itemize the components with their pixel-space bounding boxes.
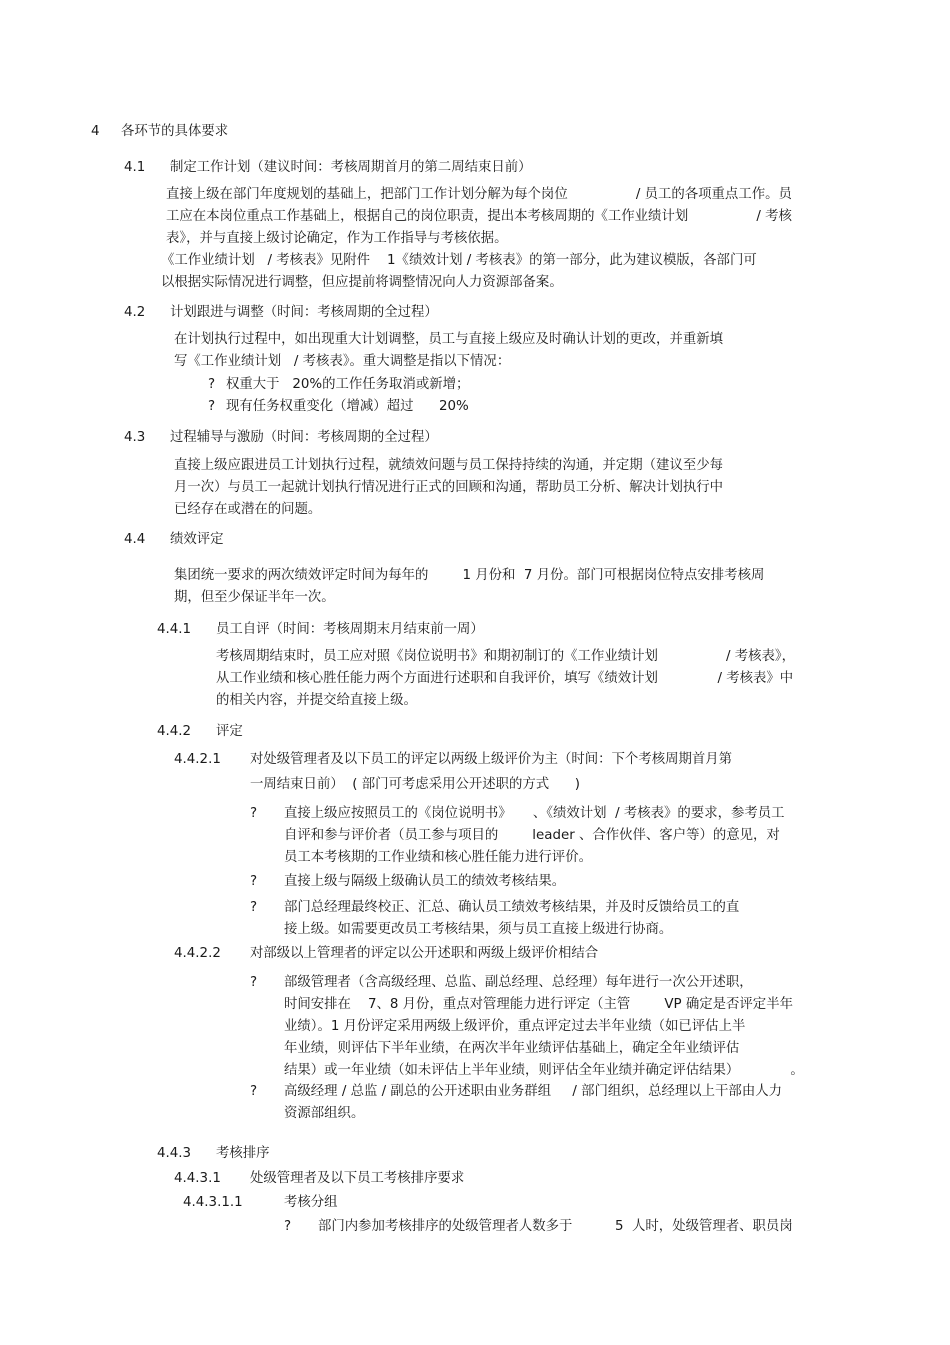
paragraph-line: 已经存在或潜在的问题。 — [174, 502, 322, 517]
section-4-4-3-1-1-number: 4.4.3.1.1 — [183, 1195, 243, 1210]
section-4-4-1-title: 员工自评（时间：考核周期末月结束前一周） — [216, 622, 484, 637]
paragraph-line: 考核周期结束时，员工应对照《岗位说明书》和期初制订的《工作业绩计划 / 考核表》， — [216, 649, 796, 664]
paragraph-line: 写《工作业绩计划 / 考核表》。重大调整是指以下情况： — [174, 354, 511, 369]
bullet-glyph: ? — [250, 1084, 258, 1099]
section-4-4-2-2-number: 4.4.2.2 — [174, 946, 221, 961]
paragraph-line: 直接上级在部门年度规划的基础上，把部门工作计划分解为每个岗位 / 员工的各项重点工作。员 — [166, 187, 792, 202]
section-4-2-number: 4.2 — [124, 305, 146, 320]
paragraph-line: 在计划执行过程中，如出现重大计划调整，员工与直接上级应及时确认计划的更改，并重新填 — [174, 332, 724, 347]
bullet-glyph: ? — [250, 900, 258, 915]
bullet-text: 部门内参加考核排序的处级管理者人数多于 5 人时，处级管理者、职员岗 — [318, 1219, 793, 1234]
bullet-text: 权重大于 20%的工作任务取消或新增； — [226, 377, 470, 392]
bullet-text: 接上级。如需要更改员工考核结果，须与员工直接上级进行协商。 — [284, 922, 673, 937]
paragraph-line: 对部级以上管理者的评定以公开述职和两级上级评价相结合 — [250, 946, 599, 961]
section-4-1-title: 制定工作计划（建议时间：考核周期首月的第二周结束日前） — [170, 160, 532, 175]
section-4-4-3-1-title: 处级管理者及以下员工考核排序要求 — [250, 1171, 465, 1186]
section-4-3-number: 4.3 — [124, 430, 146, 445]
section-4-4-3-1-number: 4.4.3.1 — [174, 1171, 221, 1186]
section-4-4-2-title: 评定 — [216, 724, 243, 739]
section-4-3-title: 过程辅导与激励（时间：考核周期的全过程） — [170, 430, 438, 445]
paragraph-line: 对处级管理者及以下员工的评定以两级上级评价为主（时间：下个考核周期首月第 — [250, 752, 733, 767]
paragraph-line: 集团统一要求的两次绩效评定时间为每年的 1 月份和 7 月份。部门可根据岗位特点安排考核周 — [174, 568, 765, 583]
paragraph-line: 一周结束日前） ( 部门可考虑采用公开述职的方式 ) — [250, 777, 580, 792]
paragraph-line: 工应在本岗位重点工作基础上，根据自己的岗位职责，提出本考核周期的《工作业绩计划 / 考核 — [166, 209, 792, 224]
bullet-text: 员工本考核期的工作业绩和核心胜任能力进行评价。 — [284, 850, 592, 865]
bullet-glyph: ? — [284, 1219, 292, 1234]
bullet-text: 业绩）。1 月份评定采用两级上级评价，重点评定过去半年业绩（如已评估上半 — [284, 1019, 746, 1034]
bullet-glyph: ? — [250, 975, 258, 990]
bullet-text: 直接上级与隔级上级确认员工的绩效考核结果。 — [284, 874, 566, 889]
paragraph-line: 直接上级应跟进员工计划执行过程，就绩效问题与员工保持持续的沟通，并定期（建议至少每 — [174, 458, 724, 473]
bullet-text: 时间安排在 7、8 月份，重点对管理能力进行评定（主管 VP 确定是否评定半年 — [284, 997, 793, 1012]
section-4-4-title: 绩效评定 — [170, 532, 224, 547]
section-4-4-3-1-1-title: 考核分组 — [284, 1195, 338, 1210]
bullet-glyph: ? — [250, 806, 258, 821]
section-4-4-2-1-number: 4.4.2.1 — [174, 752, 221, 767]
section-4-4-1-number: 4.4.1 — [157, 622, 192, 637]
bullet-text: 现有任务权重变化（增减）超过 20% — [226, 399, 469, 414]
section-4-2-title: 计划跟进与调整（时间：考核周期的全过程） — [170, 305, 438, 320]
section-4-4-number: 4.4 — [124, 532, 146, 547]
section-4-4-3-title: 考核排序 — [216, 1146, 270, 1161]
bullet-text: 高级经理 / 总监 / 副总的公开述职由业务群组 / 部门组织，总经理以上干部由人力 — [284, 1084, 782, 1099]
bullet-text: 资源部组织。 — [284, 1106, 365, 1121]
paragraph-line: 表》，并与直接上级讨论确定，作为工作指导与考核依据。 — [166, 231, 508, 246]
section-4-4-2-number: 4.4.2 — [157, 724, 192, 739]
paragraph-line: 从工作业绩和核心胜任能力两个方面进行述职和自我评价，填写《绩效计划 / 考核表》中 — [216, 671, 794, 686]
paragraph-line: 《工作业绩计划 / 考核表》见附件 1《绩效计划 / 考核表》的第一部分，此为建议模版，各部门可 — [161, 253, 757, 268]
bullet-text: 年业绩，则评估下半年业绩，在两次半年业绩评估基础上，确定全年业绩评估 — [284, 1041, 740, 1056]
section-4-number: 4 — [91, 124, 100, 139]
bullet-glyph: ? — [208, 399, 216, 414]
paragraph-line: 期，但至少保证半年一次。 — [174, 590, 335, 605]
paragraph-line: 以根据实际情况进行调整，但应提前将调整情况向人力资源部备案。 — [161, 275, 563, 290]
section-4-title: 各环节的具体要求 — [121, 124, 229, 139]
bullet-glyph: ? — [208, 377, 216, 392]
bullet-text: 直接上级应按照员工的《岗位说明书》 、《绩效计划 / 考核表》的要求，参考员工 — [284, 806, 785, 821]
bullet-text: 部级管理者（含高级经理、总监、副总经理、总经理）每年进行一次公开述职， — [284, 975, 753, 990]
paragraph-line: 的相关内容，并提交给直接上级。 — [216, 693, 417, 708]
bullet-text: 自评和参与评价者（员工参与项目的 leader 、合作伙伴、客户等）的意见，对 — [284, 828, 780, 843]
bullet-text: 结果）或一年业绩（如未评估上半年业绩，则评估全年业绩并确定评估结果） 。 — [284, 1063, 804, 1078]
bullet-text: 部门总经理最终校正、汇总、确认员工绩效考核结果，并及时反馈给员工的直 — [284, 900, 740, 915]
bullet-glyph: ? — [250, 874, 258, 889]
section-4-1-number: 4.1 — [124, 160, 146, 175]
section-4-4-3-number: 4.4.3 — [157, 1146, 192, 1161]
paragraph-line: 月一次）与员工一起就计划执行情况进行正式的回顾和沟通，帮助员工分析、解决计划执行中 — [174, 480, 724, 495]
